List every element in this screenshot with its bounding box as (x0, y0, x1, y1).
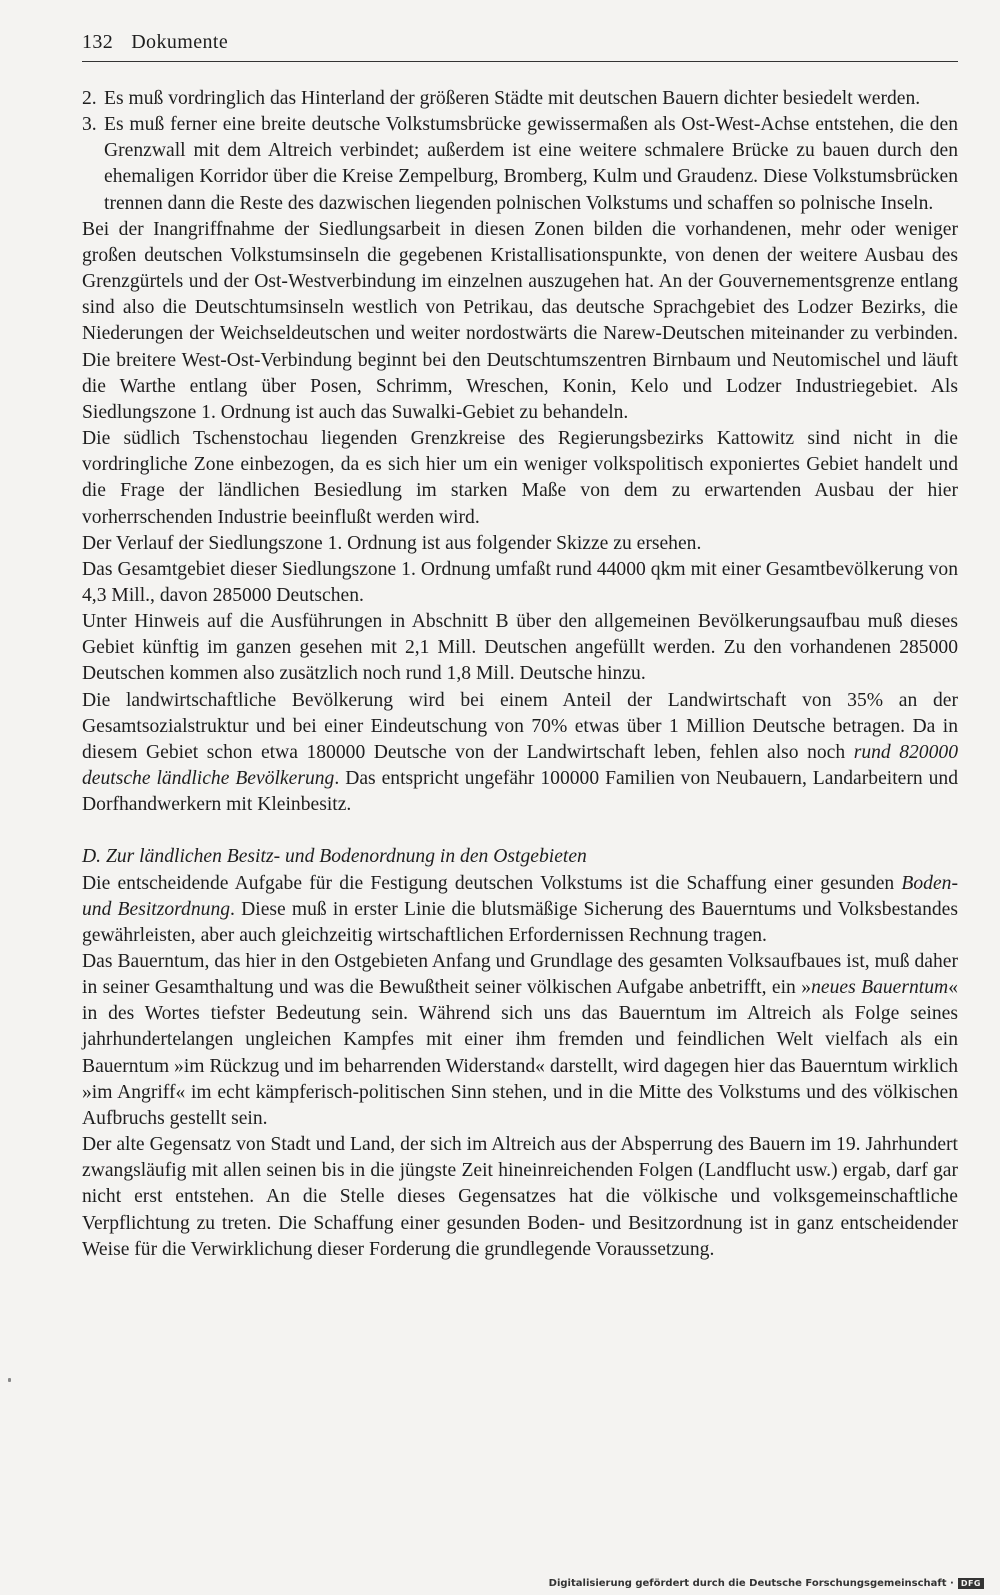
page-number: 132 (82, 31, 114, 53)
list-item (82, 112, 958, 217)
page-body (82, 86, 958, 1263)
page-header (82, 30, 958, 62)
paragraph (82, 871, 958, 949)
paragraph: Das Gesamtgebiet dieser Siedlungszone 1. Ordnung umfaßt rund 44000 qkm mit einer Gesamtbevölkerung von 4,3 Mill., davon 285000 Deutschen. (82, 558, 958, 606)
digitization-footer (549, 1578, 984, 1589)
emphasis-text: neues Bauerntum (811, 977, 949, 999)
list-item-text: Es muß ferner eine breite deutsche Volkstumsbrücke gewissermaßen als Ost-West-Achse entstehen, die den Grenzwall mit dem Altreich verbindet; außerdem ist eine weitere schmalere Brücke zu bauen durch den ehemaligen Korridor über die Kreise Zempelburg, Bromberg, Kulm und Graudenz. Diese Volkstumsbrücken trennen dann die Reste des dazwischen liegenden polnischen Volkstums und schaffen so polnische Inseln. (104, 114, 958, 214)
list-item-text: Es muß vordringlich das Hinterland der größeren Städte mit deutschen Bauern dichter besiedelt werden. (104, 88, 921, 109)
list-item-number: 3. (82, 114, 97, 136)
paragraph-text: Die entscheidende Aufgabe für die Festigung deutschen Volkstums ist die Schaffung einer gesunden (82, 872, 902, 894)
footer-text: Digitalisierung gefördert durch die Deutsche Forschungsgemeinschaft · (548, 1578, 954, 1589)
paragraph-text: . Das entspricht ungefähr 100000 Familien von Neubauern, Landarbeitern und Dorfhandwerkern mit Kleinbesitz. (82, 768, 958, 816)
list-item (82, 86, 958, 112)
section-heading: D. Zur ländlichen Besitz- und Bodenordnung in den Ostgebieten (82, 846, 587, 868)
paragraph (82, 949, 958, 1132)
section-spacer (82, 818, 958, 844)
emphasis-text: rund 820000 deutsche ländliche Bevölkerung (82, 741, 958, 790)
running-title: Dokumente (131, 31, 229, 53)
emphasis-text: Boden- und Besitzordnung (82, 872, 958, 920)
dfg-logo: DFG (958, 1578, 984, 1589)
list-item-number: 2. (82, 88, 97, 109)
paragraph: Bei der Inangriffnahme der Siedlungsarbeit in diesen Zonen bilden die vorhandenen, mehr oder weniger großen deutschen Volkstumsinseln die gegebenen Kristallisationspunkte, von denen der weitere Ausbau des Grenzgürtels und der Ost-Westverbindung im einzelnen auszugehen hat. An der Gouvernementsgrenze entlang sind also die Deutschtumsinseln westlich von Petrikau, das deutsche Sprachgebiet des Lodzer Bezirks, die Niederungen der Weichseldeutschen und weiter nordostwärts die Narew-Deutschen miteinander zu verbinden. Die breitere West-Ost-Verbindung beginnt bei den Deutschtumszentren Birnbaum und Neutomischel und läuft die Warthe entlang über Posen, Schrimm, Wreschen, Konin, Kelo und Lodzer Industriegebiet. Als Siedlungszone 1. Ordnung ist auch das Suwalki-Gebiet zu behandeln. (82, 218, 958, 423)
scan-speck (8, 1378, 11, 1382)
paragraph-text: Die landwirtschaftliche Bevölkerung wird bei einem Anteil der Landwirtschaft von 35% an der Gesamtsozialstruktur und bei einer Eindeutschung von 70% etwas über 1 Million Deutsche betragen. Da in diesem Gebiet schon etwa 180000 Deutsche von der Landwirtschaft leben, fehlen also noch (82, 689, 958, 763)
paragraph: Der alte Gegensatz von Stadt und Land, der sich im Altreich aus der Absperrung des Bauern im 19. Jahrhundert zwangsläufig mit allen seinen bis in die jüngste Zeit hineinreichenden Folgen (Landflucht usw.) ergab, darf gar nicht erst entstehen. An die Stelle dieses Gegensatzes hat die völkische und volksgemeinschaftliche Verpflichtung zu treten. Die Schaffung einer gesunden Boden- und Besitzordnung ist in ganz entscheidender Weise für die Verwirklichung dieser Forderung die grundlegende Voraussetzung. (82, 1134, 958, 1260)
paragraph-text: . Diese muß in erster Linie die blutsmäßige Sicherung des Bauerntums und Volksbestandes gewährleisten, aber auch gleichzeitig wirtschaftlichen Erfordernissen Rechnung tragen. (82, 898, 958, 946)
paragraph: Die südlich Tschenstochau liegenden Grenzkreise des Regierungsbezirks Kattowitz sind nicht in die vordringliche Zone einbezogen, da es sich hier um ein weniger volkspolitisch exponiertes Gebiet handelt und die Frage der ländlichen Besiedlung im starken Maße von dem zu erwartenden Ausbau der hier vorherrschenden Industrie beeinflußt werden wird. (82, 428, 958, 528)
paragraph-text: Das Bauerntum, das hier in den Ostgebieten Anfang und Grundlage des gesamten Volksaufbaues ist, muß daher in seiner Gesamthaltung und was die Bewußtheit seiner völkischen Aufgabe anbetrifft, ein » (82, 951, 958, 999)
paragraph (82, 688, 958, 819)
paragraph: Der Verlauf der Siedlungszone 1. Ordnung ist aus folgender Skizze zu ersehen. (82, 532, 702, 554)
paragraph: Unter Hinweis auf die Ausführungen in Abschnitt B über den allgemeinen Bevölkerungsaufbau muß dieses Gebiet künftig im ganzen gesehen mit 2,1 Mill. Deutschen angefüllt werden. Zu den vorhandenen 285000 Deutschen kommen also zusätzlich noch rund 1,8 Mill. Deutsche hinzu. (82, 611, 958, 685)
paragraph-text: « in des Wortes tiefster Bedeutung sein. Während sich uns das Bauerntum im Altreich als Folge seines jahrhundertelangen ungleichen Kampfes mit einer ihm fremden und feindlichen Welt vielfach als ein Bauerntum »im Rückzug und im beharrenden Widerstand« darstellt, wird dagegen hier das Bauerntum wirklich »im Angriff« im echt kämpferisch-politischen Sinn stehen, und in die Mitte des Volkstums und des völkischen Aufbruchs gestellt sein. (82, 977, 958, 1129)
